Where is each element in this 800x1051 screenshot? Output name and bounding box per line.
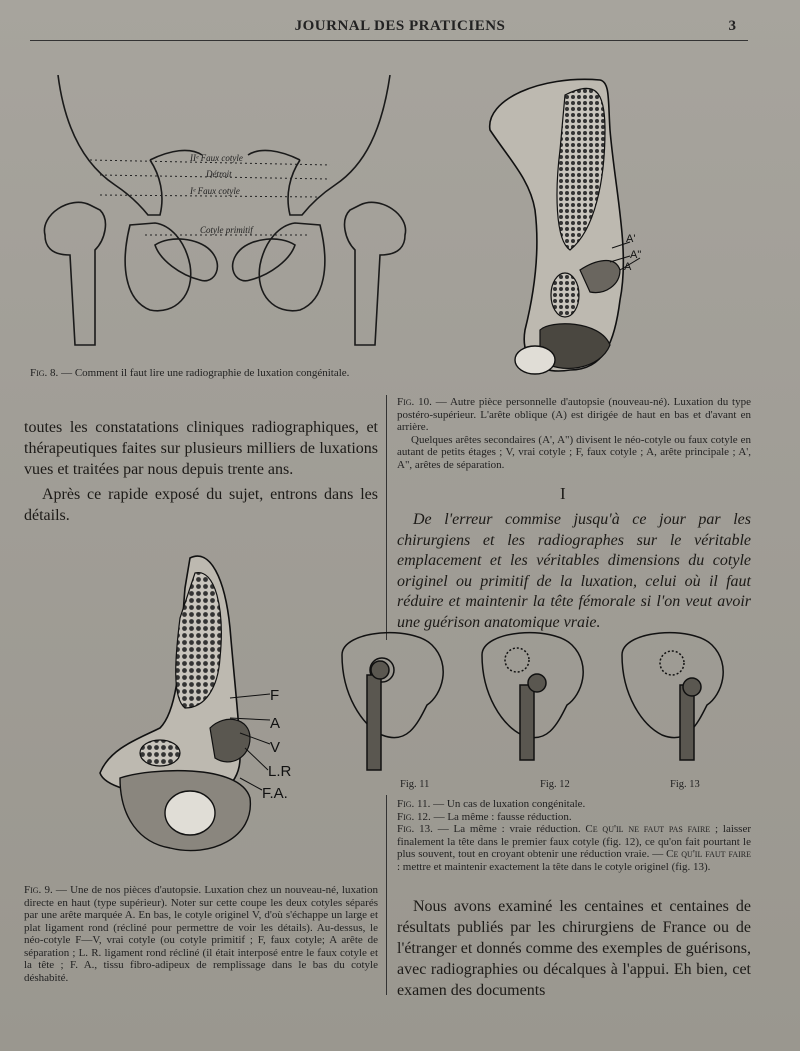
- fig12-caption-text: — La même : fausse réduction.: [430, 810, 572, 823]
- fig8-caption: [30, 367, 380, 380]
- fig10-caption-text2: Quelques arêtes secondaires (A', A") divisent le néo-cotyle ou faux cotyle en autant de petits étages ; V, vrai cotyle ; F, faux cotyle ; A, arête principale ; A', A", arêtes de séparation.: [397, 433, 751, 471]
- fig9-caption: [24, 884, 378, 984]
- fig12-label: Fig. 12: [540, 779, 570, 790]
- fig13-caption-dont: Ce qu'il ne faut pas faire: [585, 823, 711, 835]
- fig10-caption-text: — Autre pièce personnelle d'autopsie (nouveau-né). Luxation du type postéro-supérieur. L'arête oblique (A) est dirigée de haut en bas et d'avant en arrière.: [397, 396, 751, 433]
- fig13-caption-label: Fig. 13.: [397, 823, 433, 835]
- fig13-caption-text3: : mettre et maintenir exactement la tête dans le cotyle originel (fig. 13).: [397, 860, 711, 873]
- fig9-illustration: [90, 548, 340, 868]
- figs11-13-illustration: [332, 625, 772, 775]
- fig8-label-primitive-cotyle: Cotyle primitif: [200, 225, 253, 235]
- fig11-label: Fig. 11: [400, 779, 430, 790]
- fig9-caption-label: Fig. 9.: [24, 884, 53, 896]
- fig10-illustration: [480, 70, 650, 390]
- fig8-illustration: [30, 75, 420, 360]
- header-rule: [30, 40, 748, 41]
- fig13-caption-text: — La même : vraie réduction.: [432, 823, 586, 835]
- fig10-label-a-second: A": [630, 249, 642, 261]
- fig10-caption: [397, 396, 751, 471]
- fig10-caption-label: Fig. 10.: [397, 396, 432, 408]
- fig9-label-f: F: [270, 687, 280, 704]
- fig13-caption-text2: ; laisser finalement la tête dans le premier faux cotyle (fig. 12), ce qu'on fait pourtant le plus souvent, tout en croyant obtenir une réduction vraie. —: [397, 823, 751, 860]
- fig8-label-second-false-cotyle: IIᵉ Faux cotyle: [190, 153, 243, 163]
- fig11-caption-text: — Un cas de luxation congénitale.: [430, 798, 586, 810]
- fig9-label-v: V: [270, 739, 281, 756]
- fig9-label-lr: L.R: [268, 763, 292, 780]
- figs11-13-caption: [397, 798, 751, 873]
- column-rule-top: [386, 395, 387, 640]
- section-number: I: [560, 484, 566, 503]
- right-body-p1: Nous avons examiné les centaines et centaines de résultats publiés par les chirurgiens de France ou de l'étranger et donnés comme des exemples de guérisons, avec radiographies ou décalques à l'appui. Eh bien, cet examen des documents: [397, 898, 751, 999]
- journal-title: JOURNAL DES PRATICIENS: [294, 18, 506, 34]
- fig8-label-first-false-cotyle: Iᵉ Faux cotyle: [190, 186, 240, 196]
- column-rule-bottom: [386, 795, 387, 995]
- fig9-caption-text: — Une de nos pièces d'autopsie. Luxation chez un nouveau-né, luxation directe en haut (type supérieur). Noter sur cette coupe les deux cotyles séparés par une arête marquée A. En bas, le cotyle originel V, d'où s'échappe un large et plat ligament rond (récliné pour permettre de voir les détails). Au-dessus, le néo-cotyle F—V, vrai cotyle (ou cotyle primitif ; F, faux cotyle; A arête de séparation ; L. R. ligament rond récliné (il était interposé entre le faux cotyle et la tête ; F. A., tissu fibro-adipeux de remplissage dans le bas du cotyle déshabité.: [24, 884, 378, 984]
- fig13-label: Fig. 13: [670, 779, 700, 790]
- left-body-p1: toutes les constatations cliniques radiographiques, et thérapeutiques faites sur plusieurs milliers de luxations vues et traitées par nous depuis trente ans.: [24, 419, 378, 478]
- fig10-label-a-prime: A': [626, 233, 636, 245]
- fig12-caption-label: Fig. 12.: [397, 810, 431, 823]
- fig9-label-fa: F.A.: [262, 785, 288, 802]
- fig10-label-a: A: [624, 261, 632, 273]
- page-number: 3: [728, 18, 736, 34]
- left-body-p2: Après ce rapide exposé du sujet, entrons dans les détails.: [24, 486, 378, 524]
- fig11-caption-label: Fig. 11.: [397, 798, 431, 810]
- section-heading: De l'erreur commise jusqu'à ce jour par les chirurgiens et les radiographes sur le véritable emplacement et les véritables dimensions du cotyle originel ou primitif de la luxation, celui où il faut réduire et maintenir la tête fémorale si l'on veut avoir une guérison anatomique vraie.: [397, 511, 751, 631]
- fig13-caption-do: Ce qu'il faut faire: [666, 848, 751, 860]
- fig8-label-detroit: Détroit: [206, 169, 232, 179]
- fig9-label-a: A: [270, 715, 281, 732]
- fig8-caption-text: — Comment il faut lire une radiographie de luxation congénitale.: [58, 367, 350, 379]
- fig8-caption-label: Fig. 8.: [30, 367, 59, 379]
